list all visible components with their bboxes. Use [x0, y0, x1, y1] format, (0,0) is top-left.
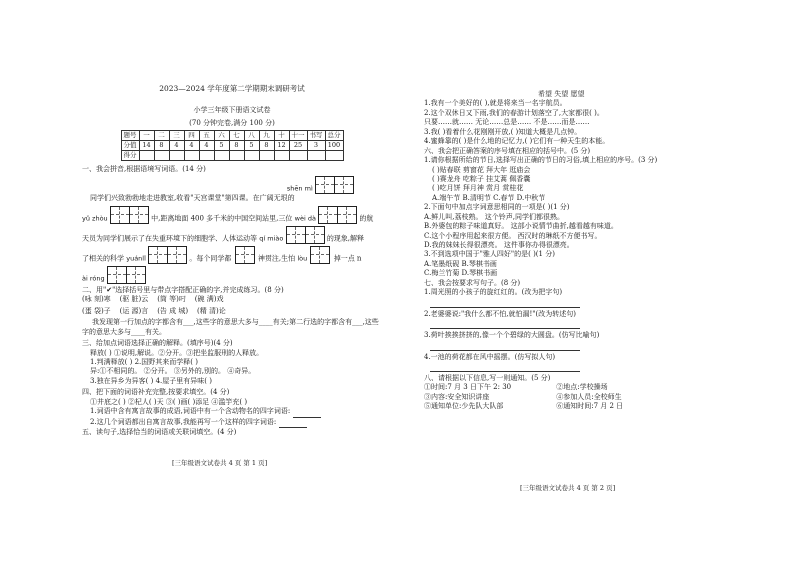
score-cell: 九 [259, 131, 274, 141]
section-2-title: 二、用"✔"选择括号里与带点字搭配正确的字,并完成练习。(8 分) [82, 285, 284, 294]
score-cell: 总分 [325, 131, 343, 141]
fill-question: 2.这个双休日又下雨,我们的春游计划落空了,大家都很( )。 [424, 108, 604, 117]
section-6-option[interactable]: C.梅兰竹菊 D.琴棋书画 [424, 269, 498, 278]
section-3-line: 1.判满释放( ) 2.国野其来而学释( ) [90, 357, 198, 366]
score-cell: 五 [199, 131, 214, 141]
passage-line [82, 226, 382, 244]
section-7-title: 七、我会按要求写句子。(8 分) [424, 278, 521, 287]
score-input-cell[interactable] [244, 151, 259, 161]
score-cell: 8 [259, 141, 274, 151]
grid-cell[interactable] [310, 246, 330, 264]
section-6-option[interactable]: ( )赛龙舟 吃粽子 挂艾蒿 佩香囊 [432, 174, 531, 183]
grid-cell[interactable] [235, 246, 255, 264]
score-cell: 二 [154, 131, 169, 141]
answer-grid[interactable] [318, 206, 357, 224]
pinyin-label: shēn mì [286, 185, 313, 193]
grid-cell[interactable] [148, 246, 168, 264]
score-table-row-header [121, 131, 343, 141]
section-4-title: 四、把下面的词语补充完整,按要求填空。(4 分) [82, 388, 230, 397]
score-input-cell[interactable] [325, 151, 343, 161]
section-6-option[interactable]: ( )吃月饼 拜月神 赏月 赏桂花 [432, 184, 524, 193]
score-input-cell[interactable] [259, 151, 274, 161]
answer-line[interactable] [430, 319, 580, 329]
answer-blank[interactable] [293, 407, 321, 417]
left-column [82, 84, 382, 437]
section-3-line: 异:①不相同的。 ②分开。 ③另外的,别的。 ④奇异。 [90, 367, 256, 376]
notice-info-row [424, 402, 724, 411]
answer-line[interactable] [430, 298, 580, 308]
score-cell: 十 [274, 131, 289, 141]
passage-line [82, 266, 382, 284]
passage-text: 的航 [359, 214, 374, 223]
score-cell: 4 [199, 141, 214, 151]
answer-line[interactable] [430, 362, 580, 372]
score-input-cell[interactable] [169, 151, 184, 161]
passage-text: 中,距离地面 400 多千米的中国空间站里,三位 [151, 214, 293, 223]
score-cell: 8 [154, 141, 169, 151]
score-cell: 4 [169, 141, 184, 151]
section-6-option[interactable]: ( )贴春联 剪窗花 拜大年 逛庙会 [432, 165, 531, 174]
section-6-choices: A.端午节 B.清明节 C.春节 D.中秋节 [432, 193, 546, 202]
fill-question: 4.蜜蜂靠的( )是什么地的记忆力,( )它们有一种天生的本能。 [424, 137, 610, 146]
grid-cell[interactable] [338, 206, 357, 224]
grid-cell[interactable] [110, 206, 130, 224]
section-6-option[interactable]: B.外婆包的粽子味道真好。 这部小说情节曲折,越看越有味道。 [424, 222, 618, 231]
section-8-title: 八、请根据以下信息,写一则通知。(5 分) [424, 373, 551, 382]
section-4-line [90, 407, 382, 417]
section-4-text: 2.这几个词语都出自寓言故事,我能再写一个这样的四字词语: [90, 417, 277, 426]
choice-item[interactable]: (筒 等)叼 [157, 295, 186, 304]
grid-cell[interactable] [286, 226, 306, 244]
grid-cell[interactable] [315, 176, 335, 194]
score-cell: 题号 [121, 131, 139, 141]
score-input-cell[interactable] [154, 151, 169, 161]
answer-grid[interactable] [148, 246, 187, 264]
section-5-title: 五、读句子,选择恰当的词语或关联词填空。(4 分) [82, 428, 237, 436]
notice-info: ③内容:安全知识讲座 [424, 392, 490, 401]
section-3-title: 三、给加点词语选择正确的解释。(填序号)(4 分) [82, 339, 233, 348]
choice-item[interactable]: (运 源)言 [119, 306, 149, 315]
score-table-row-score [121, 151, 343, 161]
grid-cell[interactable] [168, 246, 187, 264]
choice-item[interactable]: (蛋 袋)子 [82, 306, 111, 315]
passage-text: 。每个同学都 [189, 254, 232, 263]
grid-cell[interactable] [318, 206, 338, 224]
score-input-cell[interactable] [199, 151, 214, 161]
score-cell: 十一 [289, 131, 307, 141]
notice-info: ②地点:学校操场 [556, 383, 608, 392]
score-cell: 3 [307, 141, 325, 151]
notice-info: ⑤通知单位:少先队大队部 [424, 402, 504, 411]
score-cell: 书写 [307, 131, 325, 141]
score-cell: 4 [184, 141, 199, 151]
time-note: (70 分钟完卷,满分 100 分) [189, 118, 275, 127]
notice-info-row [424, 383, 724, 392]
grid-cell[interactable] [107, 266, 127, 284]
score-input-cell[interactable] [307, 151, 325, 161]
answer-grid[interactable] [107, 266, 146, 284]
score-cell: 三 [169, 131, 184, 141]
section-6-option[interactable]: C.这个小程序用起来很方便。 西汉时的琳纸不方便书写。 [424, 231, 602, 240]
score-cell: 25 [289, 141, 307, 151]
answer-line[interactable] [430, 341, 580, 351]
notice-info: ④参加人员:全校师生 [556, 392, 622, 401]
choice-item[interactable]: (精 清)论 [197, 306, 226, 315]
section-6-question: 1.请你根据所给的节日,选择写出正确的节日的习俗,填上相应的序号。(3 分) [424, 156, 658, 165]
score-cell: 12 [274, 141, 289, 151]
section-4-line: ①井底之( ) ②杞人( )天 ③( )画( )添足 ④滥竽充( ) [90, 397, 248, 406]
score-input-cell[interactable] [229, 151, 244, 161]
exam-title: 2023—2024 学年度第二学期期末调研考试 [159, 84, 305, 93]
paper-title: 小学三年级下册语文试卷 [193, 106, 271, 115]
score-table-row-values [121, 141, 343, 151]
section-6-question: 2.下面句中加点字词意思相同的一项是( )(1 分) [424, 203, 570, 212]
section-2-question: 我发现第一行加点的字都含有___,这些字的意思大多与____有关;第二行选的字都含有___,这些字的意思大多与____有关。 [82, 318, 379, 336]
answer-grid[interactable] [110, 206, 149, 224]
fill-question: 3.我( )看着什么花刚刚开放,( )知道大概是几点钟。 [424, 127, 582, 136]
passage-text: 了相关的科学 [82, 254, 124, 263]
section-7-question: 1.周光照的小孩子的旋红红的。(改为把字句) [424, 288, 563, 297]
score-input-cell[interactable] [289, 151, 307, 161]
score-cell: 分值 [121, 141, 139, 151]
section-4-line [90, 418, 382, 428]
passage-text: 掉一点 n [333, 254, 362, 263]
fill-question: 1.我有一个美好的( ),就是将来当一名宇航员。 [424, 99, 567, 108]
choice-row [82, 307, 382, 316]
section-4-text: 1.词语中含有寓言故事的成语,词语中有一个含动物名的四字词语: [90, 407, 291, 416]
pinyin-row [82, 176, 382, 194]
pinyin-label: yuánlǐ [126, 254, 146, 263]
section-6-option[interactable]: A.笔墨纸砚 B.琴棋书画 [424, 259, 497, 268]
grid-cell[interactable] [127, 266, 146, 284]
score-cell: 七 [229, 131, 244, 141]
section-6-option[interactable]: D.我的妹妹长得很漂亮。 这件事你办得很漂亮。 [424, 241, 574, 249]
section-6-question: 3.不到选项中国于"雅人四好"的是( )(1 分) [424, 250, 555, 259]
pinyin-label: lòu [297, 254, 308, 263]
notice-info: ⑥通知时间:7 月 2 日 [556, 402, 624, 411]
score-cell: 一 [139, 131, 154, 141]
section-6-option[interactable]: A.鲜儿叫,荔枝熟。 这个铃声,同学们都很熟。 [424, 212, 564, 221]
answer-grid[interactable] [315, 176, 354, 194]
choice-item[interactable]: (咏 刻)寒 [82, 295, 111, 304]
score-cell: 8 [229, 141, 244, 151]
choice-row [82, 295, 382, 304]
conjunction-bank: 只要……就…… 无论……总是…… 不是……而是…… [424, 118, 590, 127]
section-7-question: 4.一池的荷花都在风中摇摆。(仿写拟人句) [424, 352, 556, 361]
section-3-line: 释放( ) ①说明,解说。②分开。③把坐监服刑的人释放。 [90, 348, 264, 357]
score-cell: 得分 [121, 151, 139, 161]
pinyin-label: qí miào [259, 234, 284, 243]
passage-text: 天员为同学们展示了在失重环境下的细胞学、人体运动等 [82, 234, 257, 243]
pinyin-label: wèi dà [294, 214, 316, 223]
section-7-question: 2.老婆婆说:"我什么都不怕,就怕漏!"(改为转述句) [424, 309, 576, 318]
score-cell: 100 [325, 141, 343, 151]
score-table [121, 130, 344, 161]
pinyin-label: yǔ zhòu [82, 214, 108, 223]
word-bank: 希望 失望 愿望 [538, 90, 585, 98]
score-cell: 四 [184, 131, 199, 141]
grid-cell[interactable] [335, 176, 354, 194]
notice-info-row [424, 393, 724, 402]
answer-blank[interactable] [279, 418, 307, 428]
score-cell: 5 [244, 141, 259, 151]
answer-grid[interactable] [286, 226, 325, 244]
grid-cell[interactable] [130, 206, 149, 224]
score-input-cell[interactable] [274, 151, 289, 161]
choice-item[interactable]: (碗 满)戏 [194, 295, 224, 304]
choice-item[interactable]: (驱 脏)云 [119, 295, 149, 304]
section-3-line: 3.独在异乡为异客( ) 4.屋子里有异味( ) [90, 376, 212, 385]
choice-item[interactable]: (告 成 城) [157, 306, 189, 315]
pinyin-label: ài róng [82, 274, 105, 283]
passage-line: 同学们兴致勃勃地走进教室,收看"天宫课堂"第四课。在广阔无垠的 [90, 194, 295, 203]
footer-page-2: [三年级语文试卷共 4 页 第 2 页] [520, 484, 616, 492]
score-input-cell[interactable] [184, 151, 199, 161]
section-1-title: 一、我会拼音,根据语境写词语。(14 分) [82, 165, 206, 173]
footer-page-1: [三年级语文试卷共 4 页 第 1 页] [172, 459, 268, 467]
passage-line [82, 246, 382, 264]
notice-info: ①时间:7 月 3 日下午 2: 30 [424, 383, 512, 392]
right-column [424, 84, 724, 412]
score-input-cell[interactable] [139, 151, 154, 161]
score-cell: 5 [214, 141, 229, 151]
passage-text: 神贯注,生怕 [257, 254, 296, 263]
score-cell: 八 [244, 131, 259, 141]
passage-line [82, 206, 382, 224]
passage-text: 的现象,解释 [326, 234, 365, 243]
section-6-title: 六、我会把正确答案的序号填在相应的括号中。(5 分) [424, 146, 591, 155]
section-7-question: 3.荷叶挨挨挤挤的,像一个个碧绿的大圆盘。(仿写比喻句) [424, 331, 600, 340]
grid-cell[interactable] [306, 226, 325, 244]
score-input-cell[interactable] [214, 151, 229, 161]
score-cell: 六 [214, 131, 229, 141]
score-cell: 14 [139, 141, 154, 151]
